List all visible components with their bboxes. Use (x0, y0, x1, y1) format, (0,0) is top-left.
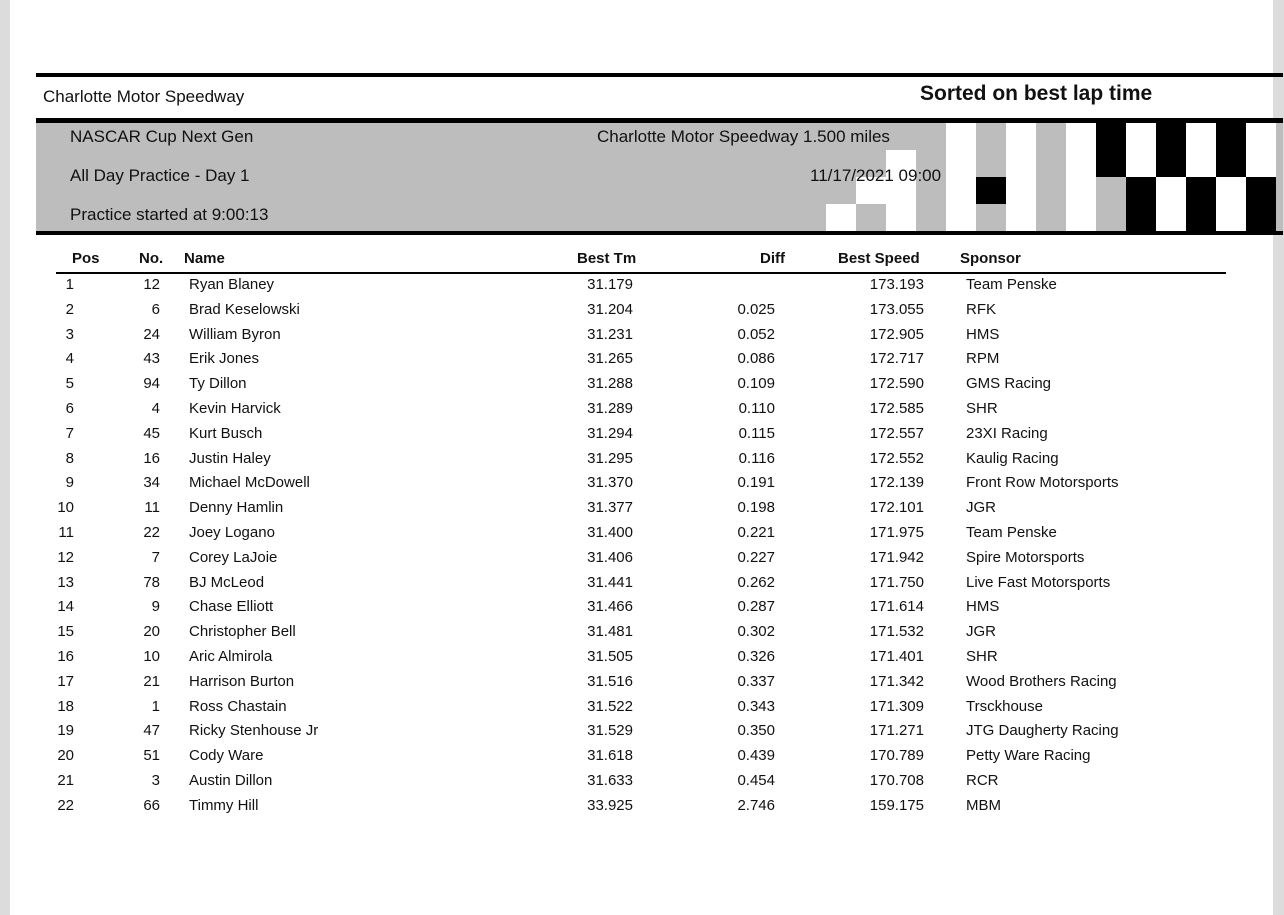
cell-best-speed: 171.309 (869, 697, 924, 715)
banner-bottom-rule (36, 231, 1283, 235)
cell-car-number: 11 (144, 499, 160, 517)
col-header-best-tm: Best Tm (577, 250, 637, 267)
cell-best-time: 31.370 (587, 474, 633, 492)
table-row (10, 549, 1273, 573)
cell-pos: 8 (65, 449, 74, 467)
cell-car-number: 10 (143, 648, 160, 665)
table-row (10, 524, 1273, 548)
cell-pos: 4 (65, 350, 74, 368)
cell-diff: 0.302 (737, 623, 775, 641)
cell-best-time: 31.288 (587, 375, 633, 393)
cell-best-time: 31.441 (587, 573, 633, 591)
cell-driver-name: Justin Haley (189, 449, 271, 467)
cell-driver-name: Timmy Hill (189, 796, 259, 814)
cell-diff: 0.025 (737, 300, 775, 318)
table-row (10, 698, 1273, 722)
cell-car-number: 78 (143, 573, 160, 591)
cell-diff: 0.439 (737, 747, 775, 765)
cell-car-number: 24 (143, 325, 160, 343)
cell-best-speed: 170.708 (869, 772, 924, 789)
sort-note: Sorted on best lap time (920, 82, 1153, 105)
cell-best-time: 31.289 (587, 400, 633, 417)
track-length: Charlotte Motor Speedway 1.500 miles (597, 127, 890, 146)
results-page (10, 0, 1273, 915)
cell-best-time: 31.295 (587, 449, 633, 467)
cell-sponsor: Petty Ware Racing (966, 747, 1091, 765)
cell-sponsor: RPM (966, 350, 1000, 368)
col-header-best-speed: Best Speed (838, 250, 920, 267)
header-rule (56, 272, 1226, 274)
cell-driver-name: Cody Ware (189, 747, 264, 765)
cell-pos: 20 (57, 747, 74, 765)
col-header-pos: Pos (72, 250, 100, 267)
cell-best-time: 31.481 (587, 623, 633, 641)
cell-pos: 2 (65, 300, 74, 318)
cell-diff: 0.110 (738, 400, 775, 417)
col-header-no: No. (139, 250, 164, 267)
cell-diff: 0.262 (737, 573, 775, 591)
cell-best-speed: 172.905 (869, 325, 924, 343)
table-row (10, 772, 1273, 796)
cell-best-speed: 171.532 (869, 623, 924, 641)
cell-pos: 18 (57, 697, 74, 715)
session-datetime: 11/17/2021 09:00 (810, 166, 942, 185)
cell-diff: 0.116 (738, 449, 775, 467)
cell-driver-name: BJ McLeod (189, 573, 265, 591)
table-row (10, 598, 1273, 622)
cell-pos: 6 (65, 400, 74, 417)
cell-driver-name: Ryan Blaney (189, 276, 275, 293)
col-header-diff: Diff (760, 250, 785, 267)
cell-driver-name: Erik Jones (189, 350, 260, 368)
table-row (10, 623, 1273, 647)
cell-best-speed: 172.590 (869, 375, 924, 393)
cell-sponsor: Kaulig Racing (966, 449, 1059, 467)
cell-best-speed: 171.401 (869, 648, 924, 665)
cell-best-speed: 172.101 (869, 499, 924, 517)
cell-driver-name: Ty Dillon (189, 375, 247, 393)
col-header-sponsor: Sponsor (960, 250, 1021, 267)
cell-best-speed: 171.342 (869, 672, 924, 690)
table-row (10, 350, 1273, 374)
cell-driver-name: William Byron (189, 325, 281, 343)
cell-sponsor: GMS Racing (966, 375, 1052, 393)
cell-car-number: 43 (143, 350, 160, 368)
cell-best-time: 31.406 (587, 548, 633, 566)
cell-diff: 0.086 (737, 350, 775, 368)
cell-pos: 19 (57, 722, 74, 740)
cell-diff: 0.115 (738, 424, 775, 442)
cell-diff: 0.221 (737, 524, 775, 541)
table-row (10, 648, 1273, 672)
session-banner (36, 123, 1283, 231)
cell-best-time: 31.516 (587, 672, 633, 690)
cell-best-speed: 171.942 (869, 548, 924, 566)
cell-best-speed: 171.975 (869, 524, 924, 541)
cell-best-speed: 172.552 (869, 449, 924, 467)
cell-car-number: 20 (143, 623, 160, 641)
cell-driver-name: Corey LaJoie (189, 548, 278, 566)
cell-pos: 21 (57, 772, 74, 789)
cell-car-number: 94 (143, 375, 160, 393)
cell-pos: 7 (65, 424, 74, 442)
table-row (10, 797, 1273, 821)
table-row (10, 450, 1273, 474)
cell-best-speed: 171.750 (869, 573, 924, 591)
cell-driver-name: Aric Almirola (189, 648, 273, 665)
cell-car-number: 22 (143, 524, 160, 541)
cell-sponsor: Live Fast Motorsports (966, 573, 1111, 591)
cell-car-number: 16 (143, 449, 160, 467)
practice-start: Practice started at 9:00:13 (70, 205, 269, 224)
cell-diff: 0.052 (737, 325, 775, 343)
cell-pos: 13 (57, 573, 74, 591)
cell-best-speed: 172.139 (869, 474, 924, 492)
cell-pos: 22 (57, 796, 74, 814)
cell-car-number: 3 (151, 772, 160, 789)
cell-sponsor: HMS (966, 325, 1000, 343)
cell-car-number: 7 (151, 548, 160, 566)
cell-pos: 15 (57, 623, 74, 641)
cell-diff: 0.191 (737, 474, 775, 492)
cell-sponsor: Team Penske (966, 524, 1057, 541)
cell-sponsor: Team Penske (966, 276, 1057, 293)
cell-diff: 0.109 (737, 375, 775, 393)
table-row (10, 499, 1273, 523)
cell-sponsor: Spire Motorsports (966, 548, 1085, 566)
cell-car-number: 4 (151, 400, 160, 417)
cell-best-speed: 171.271 (869, 722, 924, 740)
table-row (10, 722, 1273, 746)
cell-driver-name: Michael McDowell (189, 474, 310, 492)
table-row (10, 425, 1273, 449)
cell-pos: 5 (65, 375, 74, 393)
table-row (10, 400, 1273, 424)
cell-car-number: 1 (151, 697, 160, 715)
cell-best-time: 31.618 (587, 747, 633, 765)
cell-sponsor: MBM (966, 796, 1001, 814)
table-row (10, 375, 1273, 399)
cell-sponsor: Trsckhouse (966, 697, 1043, 715)
cell-best-time: 31.466 (587, 598, 633, 616)
cell-sponsor: RFK (966, 300, 996, 318)
track-title: Charlotte Motor Speedway (43, 87, 245, 106)
session-name: All Day Practice - Day 1 (70, 166, 250, 185)
cell-best-time: 31.522 (587, 697, 633, 715)
cell-car-number: 66 (143, 796, 160, 814)
cell-sponsor: 23XI Racing (966, 424, 1048, 442)
cell-best-time: 31.294 (587, 424, 633, 442)
cell-best-speed: 170.789 (869, 747, 924, 765)
cell-car-number: 12 (143, 276, 160, 293)
cell-driver-name: Kurt Busch (189, 424, 263, 442)
cell-pos: 3 (65, 325, 74, 343)
cell-diff: 0.350 (737, 722, 775, 740)
cell-best-time: 31.179 (587, 276, 633, 293)
cell-best-speed: 171.614 (869, 598, 924, 616)
cell-diff: 0.454 (737, 772, 775, 789)
cell-pos: 16 (57, 648, 74, 665)
table-row (10, 276, 1273, 300)
cell-pos: 14 (57, 598, 74, 616)
cell-driver-name: Ross Chastain (189, 697, 287, 715)
cell-sponsor: RCR (966, 772, 999, 789)
cell-car-number: 21 (143, 672, 160, 690)
cell-best-time: 31.265 (587, 350, 633, 368)
cell-best-time: 31.633 (587, 772, 633, 789)
cell-best-speed: 172.717 (869, 350, 924, 368)
cell-best-time: 31.377 (587, 499, 633, 517)
table-row (10, 673, 1273, 697)
cell-diff: 0.343 (737, 697, 775, 715)
cell-diff: 0.198 (737, 499, 775, 517)
cell-best-time: 31.204 (587, 300, 633, 318)
cell-sponsor: JGR (966, 623, 996, 641)
cell-sponsor: SHR (966, 400, 998, 417)
cell-sponsor: SHR (966, 648, 998, 665)
cell-pos: 11 (58, 524, 74, 541)
cell-best-speed: 159.175 (869, 796, 924, 814)
cell-driver-name: Austin Dillon (189, 772, 273, 789)
table-row (10, 747, 1273, 771)
cell-car-number: 45 (143, 424, 160, 442)
cell-best-speed: 172.557 (869, 424, 924, 442)
cell-driver-name: Joey Logano (189, 524, 275, 541)
cell-sponsor: JTG Daugherty Racing (966, 722, 1119, 740)
cell-car-number: 51 (143, 747, 160, 765)
table-row (10, 574, 1273, 598)
cell-best-time: 31.505 (587, 648, 633, 665)
cell-pos: 17 (57, 672, 74, 690)
cell-driver-name: Brad Keselowski (189, 300, 300, 318)
table-row (10, 474, 1273, 498)
cell-diff: 0.337 (737, 672, 775, 690)
cell-best-time: 31.231 (587, 325, 633, 343)
cell-best-speed: 173.193 (869, 276, 924, 293)
cell-pos: 10 (57, 499, 74, 517)
cell-diff: 0.227 (737, 548, 775, 566)
cell-sponsor: JGR (966, 499, 996, 517)
cell-diff: 0.326 (737, 648, 775, 665)
cell-car-number: 34 (143, 474, 160, 492)
cell-car-number: 6 (151, 300, 160, 318)
cell-best-time: 33.925 (587, 796, 633, 814)
cell-sponsor: Front Row Motorsports (966, 474, 1119, 492)
cell-best-speed: 173.055 (869, 300, 924, 318)
cell-sponsor: HMS (966, 598, 1000, 616)
col-header-name: Name (184, 250, 225, 267)
series-name: NASCAR Cup Next Gen (70, 127, 254, 146)
cell-driver-name: Chase Elliott (189, 598, 274, 616)
cell-driver-name: Denny Hamlin (189, 499, 284, 517)
cell-driver-name: Ricky Stenhouse Jr (189, 722, 319, 740)
cell-driver-name: Kevin Harvick (189, 400, 281, 417)
cell-driver-name: Christopher Bell (189, 623, 296, 641)
cell-pos: 1 (65, 276, 74, 293)
table-row (10, 301, 1273, 325)
cell-driver-name: Harrison Burton (189, 672, 295, 690)
cell-pos: 9 (65, 474, 74, 492)
cell-diff: 2.746 (737, 796, 775, 814)
top-rule (36, 73, 1283, 77)
cell-car-number: 9 (151, 598, 160, 616)
cell-best-time: 31.529 (587, 722, 633, 740)
cell-sponsor: Wood Brothers Racing (966, 672, 1117, 690)
cell-diff: 0.287 (737, 598, 775, 616)
cell-pos: 12 (57, 548, 74, 566)
cell-car-number: 47 (143, 722, 160, 740)
table-row (10, 326, 1273, 350)
cell-best-speed: 172.585 (869, 400, 924, 417)
cell-best-time: 31.400 (587, 524, 633, 541)
